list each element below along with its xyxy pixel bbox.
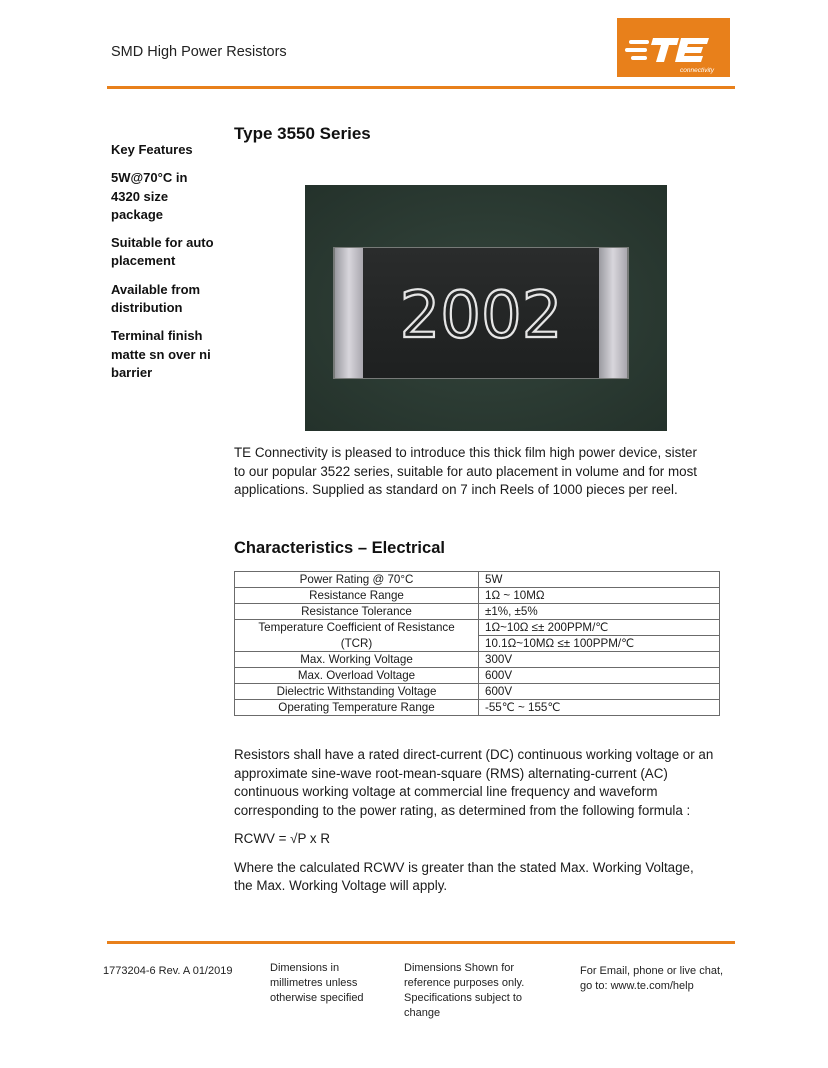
spec-param: Resistance Tolerance <box>235 604 479 620</box>
series-title: Type 3550 Series <box>234 124 371 143</box>
reference-note <box>404 961 544 1021</box>
rcwv-notes <box>234 746 728 906</box>
dimensions-note <box>270 961 390 1006</box>
intro-paragraph <box>234 444 734 500</box>
spec-param: Max. Overload Voltage <box>235 668 479 684</box>
spec-value: 1Ω~10Ω ≤± 200PPM/℃ <box>479 620 720 636</box>
electrical-spec-table <box>234 571 720 716</box>
table-row <box>235 636 720 652</box>
spec-param: (TCR) <box>235 636 479 652</box>
spec-param: Temperature Coefficient of Resistance <box>235 620 479 636</box>
spec-value: 5W <box>479 572 720 588</box>
spec-value: -55℃ ~ 155℃ <box>479 700 720 716</box>
spec-value: 300V <box>479 652 720 668</box>
header-title: SMD High Power Resistors <box>111 44 287 60</box>
resistor-photo <box>305 185 667 431</box>
table-row <box>235 604 720 620</box>
document-number: 1773204-6 Rev. A 01/2019 <box>103 965 233 977</box>
feature-distribution: Available from distribution <box>111 281 201 316</box>
rcwv-closing <box>234 859 728 896</box>
footer-line: millimetres unless <box>270 977 358 989</box>
header-divider <box>107 86 735 89</box>
spec-value: 10.1Ω~10MΩ ≤± 100PPM/℃ <box>479 636 720 652</box>
intro-line: applications. Supplied as standard on 7 inch Reels of 1000 pieces per reel. <box>234 482 678 497</box>
footer-line: change <box>404 1007 441 1019</box>
spec-value: 600V <box>479 668 720 684</box>
spec-param: Operating Temperature Range <box>235 700 479 716</box>
paragraph-line: corresponding to the power rating, as determined from the following formula : <box>234 802 691 818</box>
te-connectivity-logo <box>617 18 730 77</box>
key-features-sidebar <box>111 141 216 392</box>
paragraph-line: Resistors shall have a rated direct-current (DC) continuous working voltage or an <box>234 747 714 762</box>
spec-param: Power Rating @ 70°C <box>235 572 479 588</box>
table-row <box>235 588 720 604</box>
resistor-marking: 2002 <box>399 279 563 353</box>
intro-line: TE Connectivity is pleased to introduce this thick film high power device, sister <box>234 445 697 460</box>
feature-auto-placement: Suitable for auto placement <box>111 235 214 269</box>
footer-line: reference purposes only. <box>404 977 525 989</box>
rcwv-paragraph <box>234 746 728 820</box>
feature-terminal-finish: Terminal finish matte sn over ni barrier <box>111 328 211 380</box>
footer-line: Specifications subject to <box>404 992 523 1004</box>
table-row <box>235 652 720 668</box>
footer-line: Dimensions Shown for <box>404 962 515 974</box>
spec-value: ±1%, ±5% <box>479 604 720 620</box>
logo-subtext: connectivity <box>680 67 714 74</box>
footer-line: otherwise specified <box>270 992 364 1004</box>
spec-param: Resistance Range <box>235 588 479 604</box>
table-row <box>235 684 720 700</box>
table-row <box>235 668 720 684</box>
intro-line: to our popular 3522 series, suitable for auto placement in volume and for most <box>234 463 697 479</box>
paragraph-line: continuous working voltage at commercial line frequency and waveform <box>234 784 658 799</box>
key-features-heading: Key Features <box>111 142 193 157</box>
help-contact <box>580 964 740 994</box>
spec-param: Max. Working Voltage <box>235 652 479 668</box>
paragraph-line: approximate sine-wave root-mean-square (RMS) alternating-current (AC) <box>234 765 668 781</box>
table-row <box>235 572 720 588</box>
characteristics-title: Characteristics – Electrical <box>234 539 445 557</box>
footer-line: For Email, phone or live chat, <box>580 965 724 977</box>
spec-value: 600V <box>479 684 720 700</box>
table-row <box>235 700 720 716</box>
paragraph-line: the Max. Working Voltage will apply. <box>234 878 448 893</box>
spec-param: Dielectric Withstanding Voltage <box>235 684 479 700</box>
rcwv-formula: RCWV = √P x R <box>234 831 331 846</box>
footer-line: go to: www.te.com/help <box>580 980 694 992</box>
spec-value: 1Ω ~ 10MΩ <box>479 588 720 604</box>
paragraph-line: Where the calculated RCWV is greater than the stated Max. Working Voltage, <box>234 859 694 875</box>
feature-power-rating: 5W@70°C in 4320 size package <box>111 170 188 222</box>
footer-line: Dimensions in <box>270 962 340 974</box>
table-row <box>235 620 720 636</box>
footer-divider <box>107 941 735 944</box>
